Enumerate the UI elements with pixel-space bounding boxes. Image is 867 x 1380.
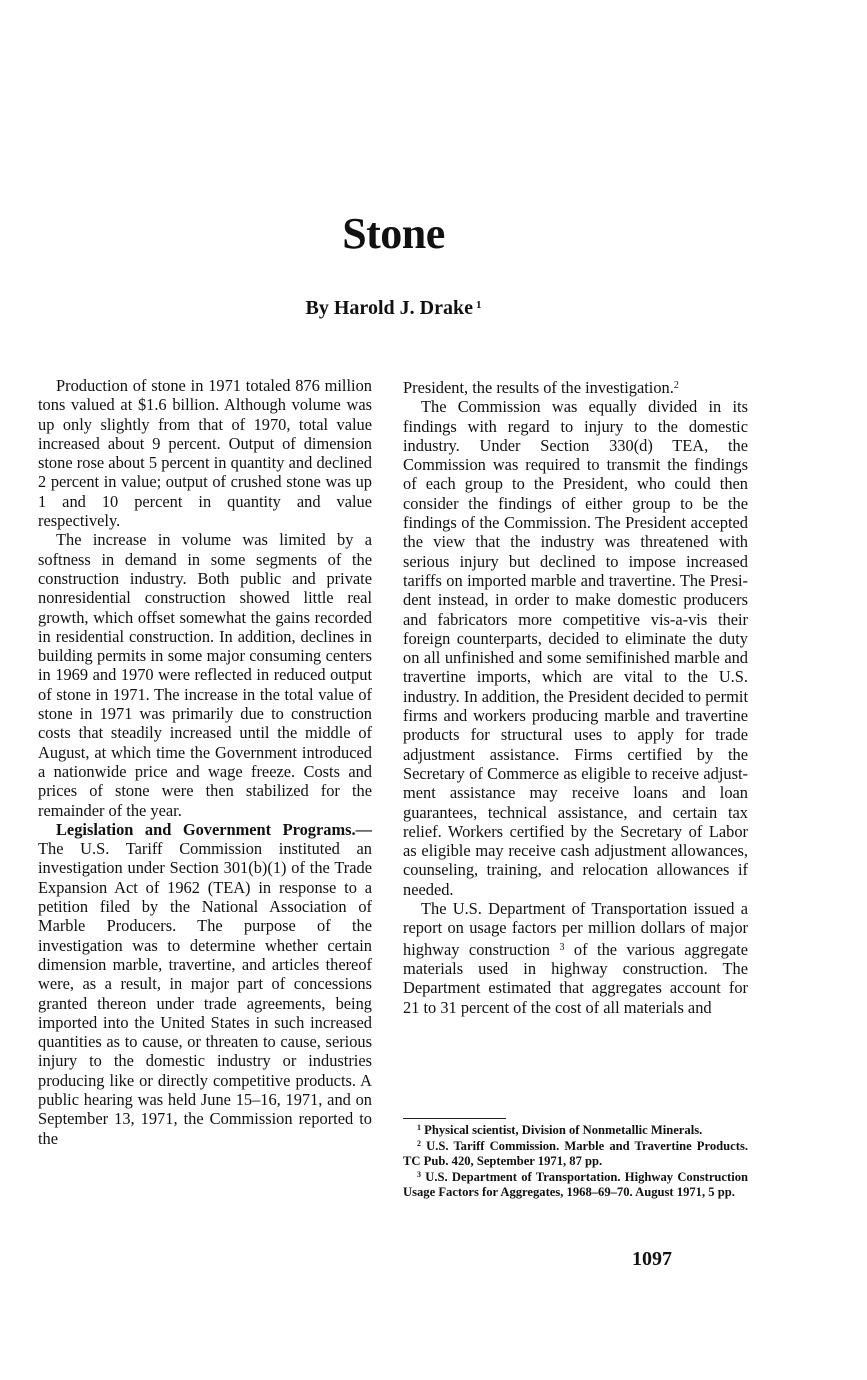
paragraph: Production of stone in 1971 totaled 876 million tons valued at $1.6 billion. Although volume was up only slightly from that of 1970, total value increased about 9 percent. Output of dimension stone rose about 5 percent in quantity and declined 2 percent in value; output of crushed stone was up 1 and 10 percent in quantity and value respectively.	[38, 376, 372, 531]
page-number: 1097	[632, 1248, 672, 1270]
paragraph	[403, 899, 748, 1017]
paragraph: The Commission was equally divided in its findings with regard to injury to the domestic industry. Under Section 330(d) TEA, the Commission was required to transmit the findings of each group to the President, who could then consider the findings of either group to be the findings of the Commission. The President accepted the view that the industry was threatened with serious injury but declined to impose increased tariffs on imported marble and travertine. The President instead, in order to make domestic producers and fabricators more competitive vis-a-vis their foreign counterparts, decided to eliminate the duty on all unfinished and some semifinished marble and travertine imports, which are vital to the U.S. industry. In addition, the President decided to permit firms and workers producing marble and travertine products for structural uses to apply for trade adjustment assistance. Firms certified by the Secretary of Commerce as eligible to receive adjustment assistance may receive loans and loan guarantees, technical assistance, and certain tax relief. Workers certified by the Secretary of Labor as eligible may receive cash adjustment allowances, counseling, training, and relocation allowances if needed.	[403, 397, 748, 899]
author-footnote-mark: 1	[475, 299, 482, 311]
footnote-mark: 3	[417, 1170, 421, 1180]
paragraph	[403, 376, 748, 397]
footnote-ref: 3	[559, 941, 565, 953]
paragraph-text: President, the results of the investigation.	[403, 378, 674, 397]
footnote-text: Physical scientist, Division of Nonmetallic Minerals.	[424, 1123, 703, 1137]
footnote-mark: 1	[417, 1123, 421, 1132]
footnote-mark: 2	[417, 1139, 421, 1149]
footnote-ref: 2	[673, 380, 679, 391]
footnote	[403, 1137, 748, 1168]
footnotes	[403, 1121, 748, 1199]
author-name: By Harold J. Drake	[305, 297, 473, 319]
right-column	[403, 376, 748, 1017]
section-heading: Legislation and Government Programs.—	[56, 819, 372, 839]
footnote-text: U.S. Department of Transportation. Highway Construction Usage Factors for Aggregates, 1968–69–70. August 1971, 5 pp.	[403, 1170, 748, 1199]
footnote-text: U.S. Tariff Commission. Marble and Travertine Products. TC Pub. 420, September 1971, 87 pp.	[403, 1139, 748, 1168]
left-column	[38, 376, 372, 1148]
author-byline	[0, 297, 787, 320]
paragraph	[38, 820, 372, 1148]
footnote-divider	[403, 1118, 506, 1119]
footnote	[403, 1121, 748, 1137]
paragraph-text: The U.S. Tariff Commission instituted an investigation under Section 301(b)(1) of the Trade Expansion Act of 1962 (TEA) in response to a petition filed by the National Association of Marble Producers. The purpose of the investigation was to determine whether certain dimension marble, travertine, and articles thereof were, as a result, in major part of concessions granted thereon under trade agreements, being imported into the United States in such increased quantities as to cause, or threaten to cause, serious injury to the domestic industry or industries producing like or directly competitive products. A public hearing was held June 15–16, 1971, and on September 13, 1971, the Commission reported to the	[38, 839, 372, 1148]
page-title: Stone	[342, 209, 445, 258]
footnote	[403, 1168, 748, 1199]
paragraph-text: of the various aggregate materials used in highway construction. The Department estimated that aggregates account for 21 to 31 percent of the cost of all materials and	[403, 939, 748, 1017]
paragraph-text: The U.S. Department of Transportation issued a report on usage factors per million dollars of major highway construction	[403, 899, 748, 959]
paragraph: The increase in volume was limited by a softness in demand in some segments of the construction industry. Both public and private nonresidential construction showed little real growth, which offset somewhat the gains recorded in residential construction. In addition, declines in building permits in some major consuming centers in 1969 and 1970 were reflected in reduced output of stone in 1971. The increase in the total value of stone in 1971 was primarily due to construction costs that steadily increased until the middle of August, at which time the Government introduced a nationwide price and wage freeze. Costs and prices of stone were then stabilized for the remainder of the year.	[38, 530, 372, 820]
